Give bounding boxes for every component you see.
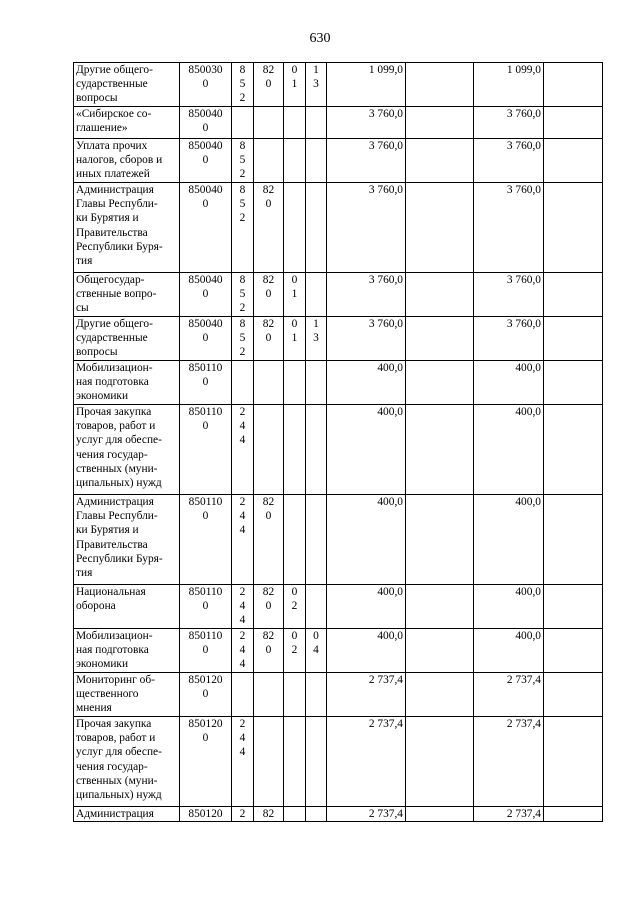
row-value-2 (406, 673, 474, 717)
row-code: 850110 0 (180, 405, 232, 495)
row-value-2 (406, 717, 474, 807)
row-value-1: 3 760,0 (327, 183, 406, 273)
budget-table (73, 62, 603, 822)
row-value-4 (544, 273, 603, 317)
row-col-4 (306, 405, 327, 495)
row-col-2: 82 0 (254, 495, 284, 585)
row-code: 850040 0 (180, 273, 232, 317)
row-col-4: 1 3 (306, 63, 327, 107)
row-value-3: 3 760,0 (474, 107, 544, 139)
row-col-2 (254, 361, 284, 405)
row-col-3 (284, 405, 306, 495)
table-row (74, 139, 603, 183)
row-col-2: 82 0 (254, 273, 284, 317)
row-value-2 (406, 807, 474, 822)
row-col-2 (254, 139, 284, 183)
row-value-1: 2 737,4 (327, 673, 406, 717)
row-col-3: 0 2 (284, 629, 306, 673)
row-value-2 (406, 139, 474, 183)
row-value-1: 400,0 (327, 495, 406, 585)
row-col-4: 0 4 (306, 629, 327, 673)
row-value-3: 2 737,4 (474, 807, 544, 822)
row-col-4 (306, 673, 327, 717)
row-col-1: 2 4 4 (232, 585, 254, 629)
row-value-1: 400,0 (327, 629, 406, 673)
row-col-3 (284, 495, 306, 585)
row-code: 850110 0 (180, 585, 232, 629)
row-col-3 (284, 107, 306, 139)
row-value-3: 3 760,0 (474, 273, 544, 317)
row-value-2 (406, 273, 474, 317)
row-name: «Сибирское со- глашение» (74, 107, 180, 139)
row-col-1: 2 4 4 (232, 405, 254, 495)
row-col-2 (254, 673, 284, 717)
row-code: 850120 (180, 807, 232, 822)
row-value-4 (544, 585, 603, 629)
row-value-1: 3 760,0 (327, 317, 406, 361)
row-col-3: 0 1 (284, 317, 306, 361)
row-value-4 (544, 717, 603, 807)
row-code: 850040 0 (180, 317, 232, 361)
table-row (74, 405, 603, 495)
row-value-4 (544, 63, 603, 107)
row-name: Уплата прочих налогов, сборов и иных платежей (74, 139, 180, 183)
row-name: Прочая закупка товаров, работ и услуг для обеспе- чения государ- ственных (муни- ципальных) нужд (74, 717, 180, 807)
row-col-3 (284, 183, 306, 273)
row-col-1: 8 5 2 (232, 317, 254, 361)
row-col-1: 2 4 4 (232, 629, 254, 673)
table-row (74, 585, 603, 629)
table-row (74, 629, 603, 673)
row-col-4 (306, 585, 327, 629)
row-value-1: 400,0 (327, 585, 406, 629)
row-value-1: 2 737,4 (327, 717, 406, 807)
row-col-3 (284, 807, 306, 822)
row-col-4 (306, 273, 327, 317)
row-col-2: 82 0 (254, 63, 284, 107)
row-name: Общегосудар- ственные вопро- сы (74, 273, 180, 317)
row-col-4: 1 3 (306, 317, 327, 361)
row-value-2 (406, 183, 474, 273)
row-value-3: 400,0 (474, 585, 544, 629)
row-code: 850040 0 (180, 107, 232, 139)
row-col-3: 0 1 (284, 273, 306, 317)
row-code: 850110 0 (180, 495, 232, 585)
row-name: Администрация (74, 807, 180, 822)
row-col-1: 2 (232, 807, 254, 822)
row-value-1: 3 760,0 (327, 273, 406, 317)
row-value-4 (544, 107, 603, 139)
row-col-2 (254, 405, 284, 495)
row-value-3: 400,0 (474, 495, 544, 585)
row-name: Национальная оборона (74, 585, 180, 629)
table-row (74, 495, 603, 585)
row-col-1: 2 4 4 (232, 495, 254, 585)
row-value-3: 400,0 (474, 405, 544, 495)
row-value-2 (406, 361, 474, 405)
row-col-1: 8 5 2 (232, 183, 254, 273)
row-name: Другие общего- сударственные вопросы (74, 317, 180, 361)
row-value-3: 3 760,0 (474, 183, 544, 273)
table-row (74, 361, 603, 405)
row-value-2 (406, 495, 474, 585)
row-col-4 (306, 107, 327, 139)
row-value-4 (544, 495, 603, 585)
row-value-3: 3 760,0 (474, 317, 544, 361)
table-row (74, 63, 603, 107)
row-col-2: 82 0 (254, 183, 284, 273)
row-value-3: 400,0 (474, 629, 544, 673)
row-col-2 (254, 717, 284, 807)
row-col-4 (306, 183, 327, 273)
row-code: 850110 0 (180, 361, 232, 405)
row-name: Другие общего- сударственные вопросы (74, 63, 180, 107)
table-row (74, 183, 603, 273)
row-col-1: 8 5 2 (232, 139, 254, 183)
row-value-2 (406, 629, 474, 673)
row-name: Прочая закупка товаров, работ и услуг для обеспе- чения государ- ственных (муни- ципальных) нужд (74, 405, 180, 495)
row-value-2 (406, 63, 474, 107)
row-col-2: 82 (254, 807, 284, 822)
row-col-4 (306, 495, 327, 585)
row-value-2 (406, 405, 474, 495)
row-col-1 (232, 107, 254, 139)
row-col-3 (284, 717, 306, 807)
row-name: Администрация Главы Республи- ки Бурятия и Правительства Республики Буря- тия (74, 495, 180, 585)
table-row (74, 673, 603, 717)
row-value-4 (544, 361, 603, 405)
row-name: Мобилизацион- ная подготовка экономики (74, 629, 180, 673)
row-value-3: 2 737,4 (474, 673, 544, 717)
row-code: 850040 0 (180, 139, 232, 183)
row-col-1: 8 5 2 (232, 273, 254, 317)
row-col-3 (284, 673, 306, 717)
row-col-3: 0 2 (284, 585, 306, 629)
row-value-4 (544, 317, 603, 361)
row-col-1: 8 5 2 (232, 63, 254, 107)
row-col-4 (306, 139, 327, 183)
row-code: 850040 0 (180, 183, 232, 273)
table-row (74, 807, 603, 822)
row-col-2: 82 0 (254, 629, 284, 673)
row-col-4 (306, 807, 327, 822)
row-code: 850030 0 (180, 63, 232, 107)
row-code: 850120 0 (180, 717, 232, 807)
row-name: Мобилизацион- ная подготовка экономики (74, 361, 180, 405)
row-value-2 (406, 585, 474, 629)
row-value-1: 2 737,4 (327, 807, 406, 822)
row-name: Мониторинг об- щественного мнения (74, 673, 180, 717)
row-code: 850110 0 (180, 629, 232, 673)
row-col-1: 2 4 4 (232, 717, 254, 807)
row-value-3: 2 737,4 (474, 717, 544, 807)
row-value-4 (544, 807, 603, 822)
row-value-4 (544, 629, 603, 673)
row-value-3: 3 760,0 (474, 139, 544, 183)
row-name: Администрация Главы Республи- ки Бурятия и Правительства Республики Буря- тия (74, 183, 180, 273)
row-value-2 (406, 107, 474, 139)
row-value-3: 1 099,0 (474, 63, 544, 107)
row-col-3 (284, 139, 306, 183)
table-row (74, 273, 603, 317)
row-col-3: 0 1 (284, 63, 306, 107)
row-code: 850120 0 (180, 673, 232, 717)
row-value-4 (544, 183, 603, 273)
row-value-1: 3 760,0 (327, 107, 406, 139)
table-row (74, 717, 603, 807)
row-value-4 (544, 139, 603, 183)
row-value-3: 400,0 (474, 361, 544, 405)
row-col-4 (306, 361, 327, 405)
row-col-2: 82 0 (254, 585, 284, 629)
row-value-2 (406, 317, 474, 361)
row-value-1: 400,0 (327, 405, 406, 495)
table-row (74, 317, 603, 361)
row-col-2 (254, 107, 284, 139)
row-col-1 (232, 361, 254, 405)
row-value-1: 1 099,0 (327, 63, 406, 107)
row-value-1: 400,0 (327, 361, 406, 405)
row-value-4 (544, 673, 603, 717)
row-col-3 (284, 361, 306, 405)
table-row (74, 107, 603, 139)
row-col-4 (306, 717, 327, 807)
row-value-4 (544, 405, 603, 495)
row-col-2: 82 0 (254, 317, 284, 361)
row-value-1: 3 760,0 (327, 139, 406, 183)
row-col-1 (232, 673, 254, 717)
table-body (74, 63, 603, 822)
page-number: 630 (309, 31, 331, 46)
